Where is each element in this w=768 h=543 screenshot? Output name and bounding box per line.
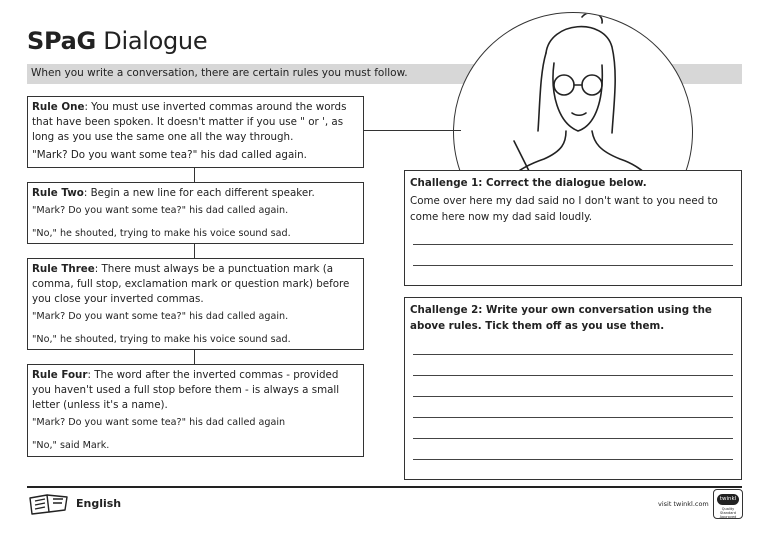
- rule-one-text: : You must use inverted commas around the words that have been spoken. It doesn't matter if you use " or ', as long as you use the same one all the way through.: [32, 101, 347, 143]
- connector-2-3: [194, 244, 195, 258]
- quality-badge-icon: [713, 489, 743, 519]
- rule-four-example-2: "No," said Mark.: [32, 440, 110, 451]
- rule-circle-connector: [363, 130, 461, 131]
- rule-two-text: : Begin a new line for each different speaker.: [83, 187, 315, 199]
- rule-four-heading: Rule Four: [32, 369, 88, 381]
- writing-line[interactable]: [413, 459, 733, 460]
- title-dialogue: Dialogue: [103, 27, 208, 55]
- challenge-2-heading: Challenge 2: Write your own conversation using the above rules. Tick them off as you use them.: [410, 304, 712, 332]
- visit-link[interactable]: visit twinkl.com: [658, 500, 709, 508]
- rule-two-example-1: "Mark? Do you want some tea?" his dad called again.: [32, 205, 289, 216]
- badge-logo: twinkl: [717, 494, 739, 505]
- footer-divider: [27, 486, 742, 488]
- rule-one-box: [27, 96, 364, 168]
- challenge-1-box: [404, 170, 742, 286]
- writing-line[interactable]: [413, 354, 733, 355]
- writing-line[interactable]: [413, 438, 733, 439]
- rule-four-text: : The word after the inverted commas - provided you haven't used a full stop before them - is always a small letter (unless it's a name).: [32, 369, 340, 411]
- rule-one-heading: Rule One: [32, 101, 85, 113]
- writing-line[interactable]: [413, 375, 733, 376]
- rule-two-box: [27, 182, 364, 244]
- title-spag: SPaG: [27, 27, 96, 55]
- rule-one-example-1: "Mark? Do you want some tea?" his dad called again.: [32, 149, 307, 161]
- writing-line[interactable]: [413, 244, 733, 245]
- page-title: [27, 26, 207, 56]
- book-icon: [27, 492, 71, 516]
- rule-two-heading: Rule Two: [32, 187, 84, 199]
- rule-three-example-1: "Mark? Do you want some tea?" his dad called again.: [32, 311, 289, 322]
- challenge-1-heading: Challenge 1: Correct the dialogue below.: [410, 177, 647, 189]
- writing-line[interactable]: [413, 396, 733, 397]
- intro-text: When you write a conversation, there are certain rules you must follow.: [31, 67, 408, 79]
- rule-four-example-1: "Mark? Do you want some tea?" his dad called again: [32, 417, 286, 428]
- writing-line[interactable]: [413, 417, 733, 418]
- rule-two-example-2: "No," he shouted, trying to make his voice sound sad.: [32, 228, 291, 239]
- connector-1-2: [194, 168, 195, 182]
- rule-three-example-2: "No," he shouted, trying to make his voice sound sad.: [32, 334, 291, 345]
- subject-label: English: [76, 497, 122, 510]
- connector-3-4: [194, 350, 195, 364]
- rule-three-text: : There must always be a punctuation mark (a comma, full stop, exclamation mark or question mark) before you close your inverted commas.: [32, 263, 350, 305]
- challenge-1-body: Come over here my dad said no I don't want to you need to come here now my dad said loudly.: [410, 195, 718, 223]
- challenge-2-box: [404, 297, 742, 480]
- writing-line[interactable]: [413, 265, 733, 266]
- rule-three-box: [27, 258, 364, 350]
- badge-caption: Quality Standard Approved: [719, 507, 737, 519]
- rule-four-box: [27, 364, 364, 457]
- rule-three-heading: Rule Three: [32, 263, 95, 275]
